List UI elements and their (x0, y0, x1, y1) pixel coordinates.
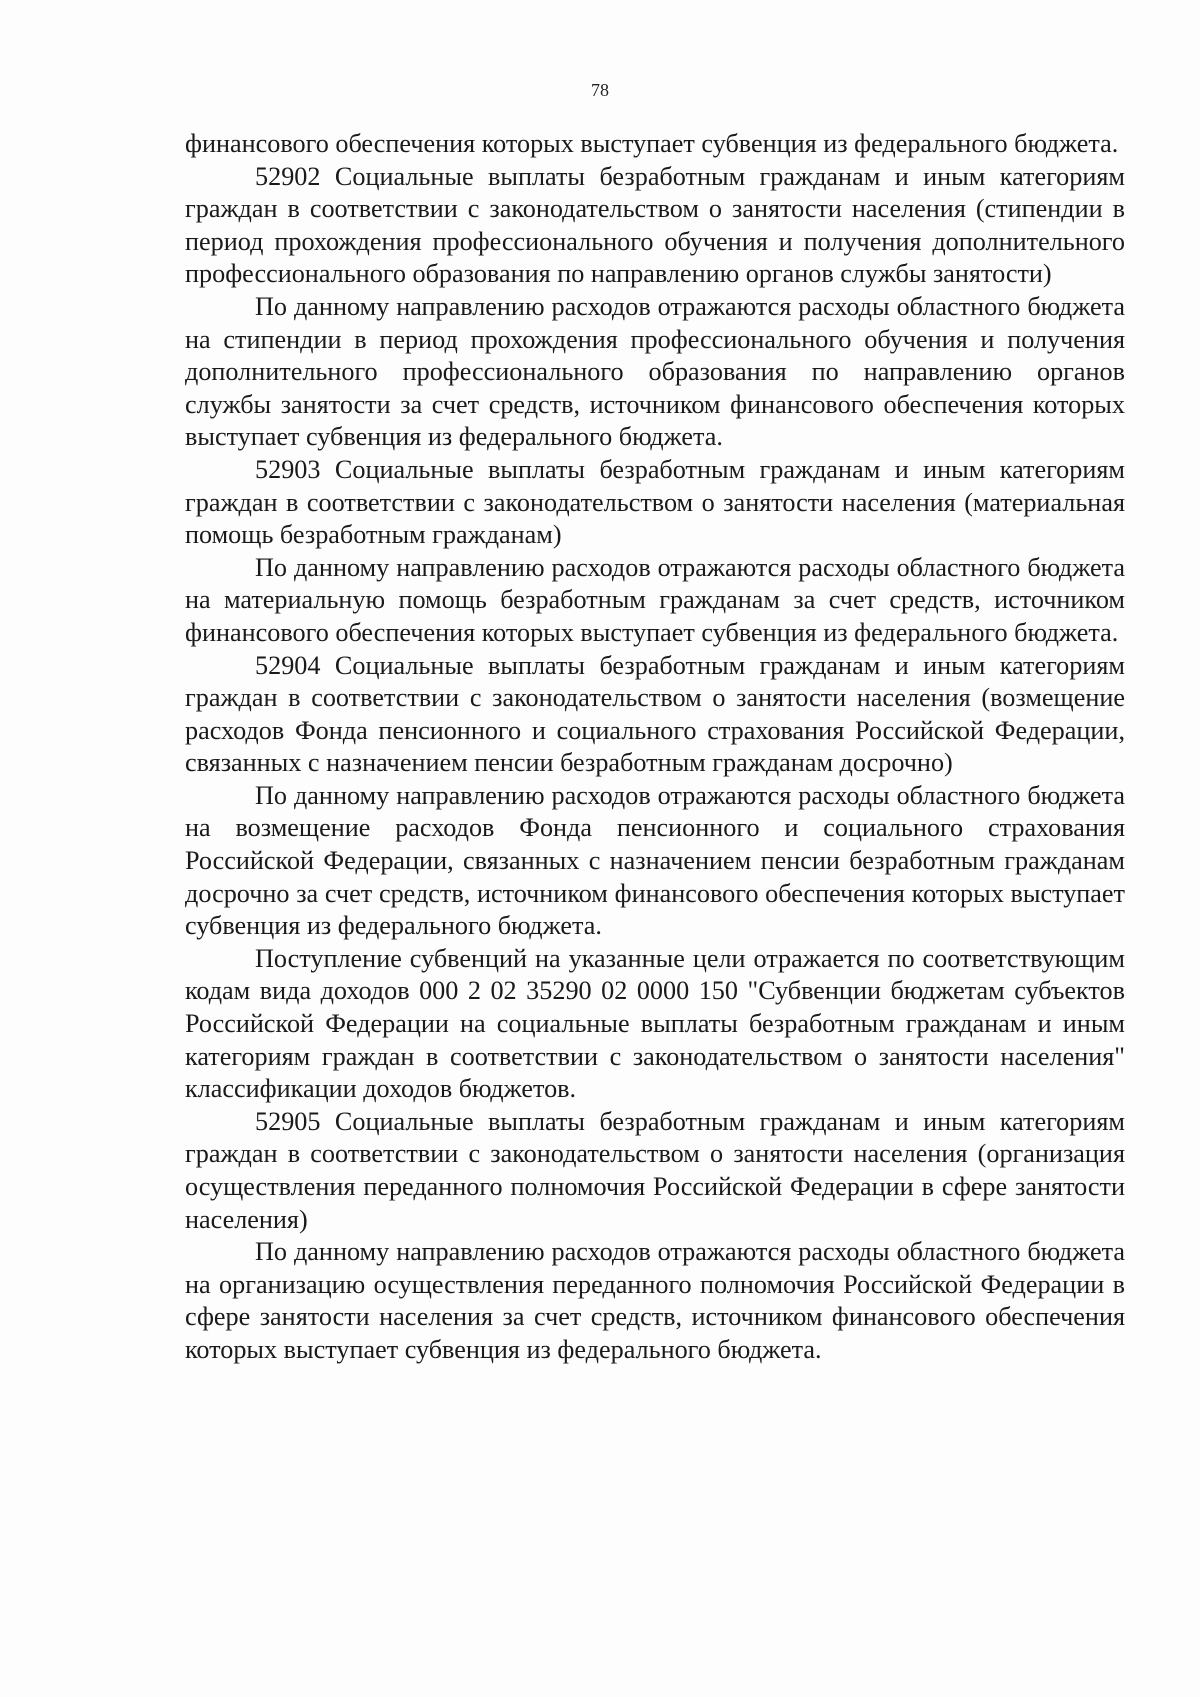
paragraph-52904-description: По данному направлению расходов отражаются расходы областного бюджета на возмещение расходов Фонда пенсионного и социального страхования Российской Федерации, связанных с назначением пенсии безработным гражданам досрочно за счет средств, источником финансового обеспечения которых выступает субвенция из федерального бюджета. (185, 780, 1125, 941)
paragraph-52902-heading: 52902 Социальные выплаты безработным гражданам и иным категориям граждан в соответствии с законодательством о занятости населения (стипендии в период прохождения профессионального обучения и получения дополнительного профессионального образования по направлению органов службы занятости) (185, 161, 1125, 289)
paragraph-subvention-receipt: Поступление субвенций на указанные цели отражается по соответствующим кодам вида доходов 000 2 02 35290 02 0000 150 "Субвенции бюджетам субъектов Российской Федерации на социальные выплаты безработным гражданам и иным категориям граждан в соответствии с законодательством о занятости населения" классификации доходов бюджетов. (185, 943, 1125, 1104)
paragraph-52904-heading: 52904 Социальные выплаты безработным гражданам и иным категориям граждан в соответствии с законодательством о занятости населения (возмещение расходов Фонда пенсионного и социального страхования Российской Федерации, связанных с назначением пенсии безработным гражданам досрочно) (185, 650, 1125, 778)
paragraph-52905-description: По данному направлению расходов отражаются расходы областного бюджета на организацию осуществления переданного полномочия Российской Федерации в сфере занятости населения за счет средств, источником финансового обеспечения которых выступает субвенция из федерального бюджета. (185, 1237, 1125, 1364)
paragraph-52903-description: По данному направлению расходов отражаются расходы областного бюджета на материальную помощь безработным гражданам за счет средств, источником финансового обеспечения которых выступает субвенция из федерального бюджета. (185, 552, 1125, 647)
paragraph-52905-heading: 52905 Социальные выплаты безработным гражданам и иным категориям граждан в соответствии с законодательством о занятости населения (организация осуществления переданного полномочия Российской Федерации в сфере занятости населения) (185, 1106, 1125, 1234)
paragraph-52902-description: По данному направлению расходов отражаются расходы областного бюджета на стипендии в период прохождения профессионального обучения и получения дополнительного профессионального образования по направлению органов службы занятости за счет средств, источником финансового обеспечения которых выступает субвенция из федерального бюджета. (185, 291, 1125, 452)
page-number: 78 (591, 80, 609, 100)
paragraph-continuation: финансового обеспечения которых выступает субвенция из федерального бюджета. (185, 129, 1119, 158)
paragraph-52903-heading: 52903 Социальные выплаты безработным гражданам и иным категориям граждан в соответствии с законодательством о занятости населения (материальная помощь безработным гражданам) (185, 454, 1125, 550)
document-body (185, 128, 1125, 1367)
